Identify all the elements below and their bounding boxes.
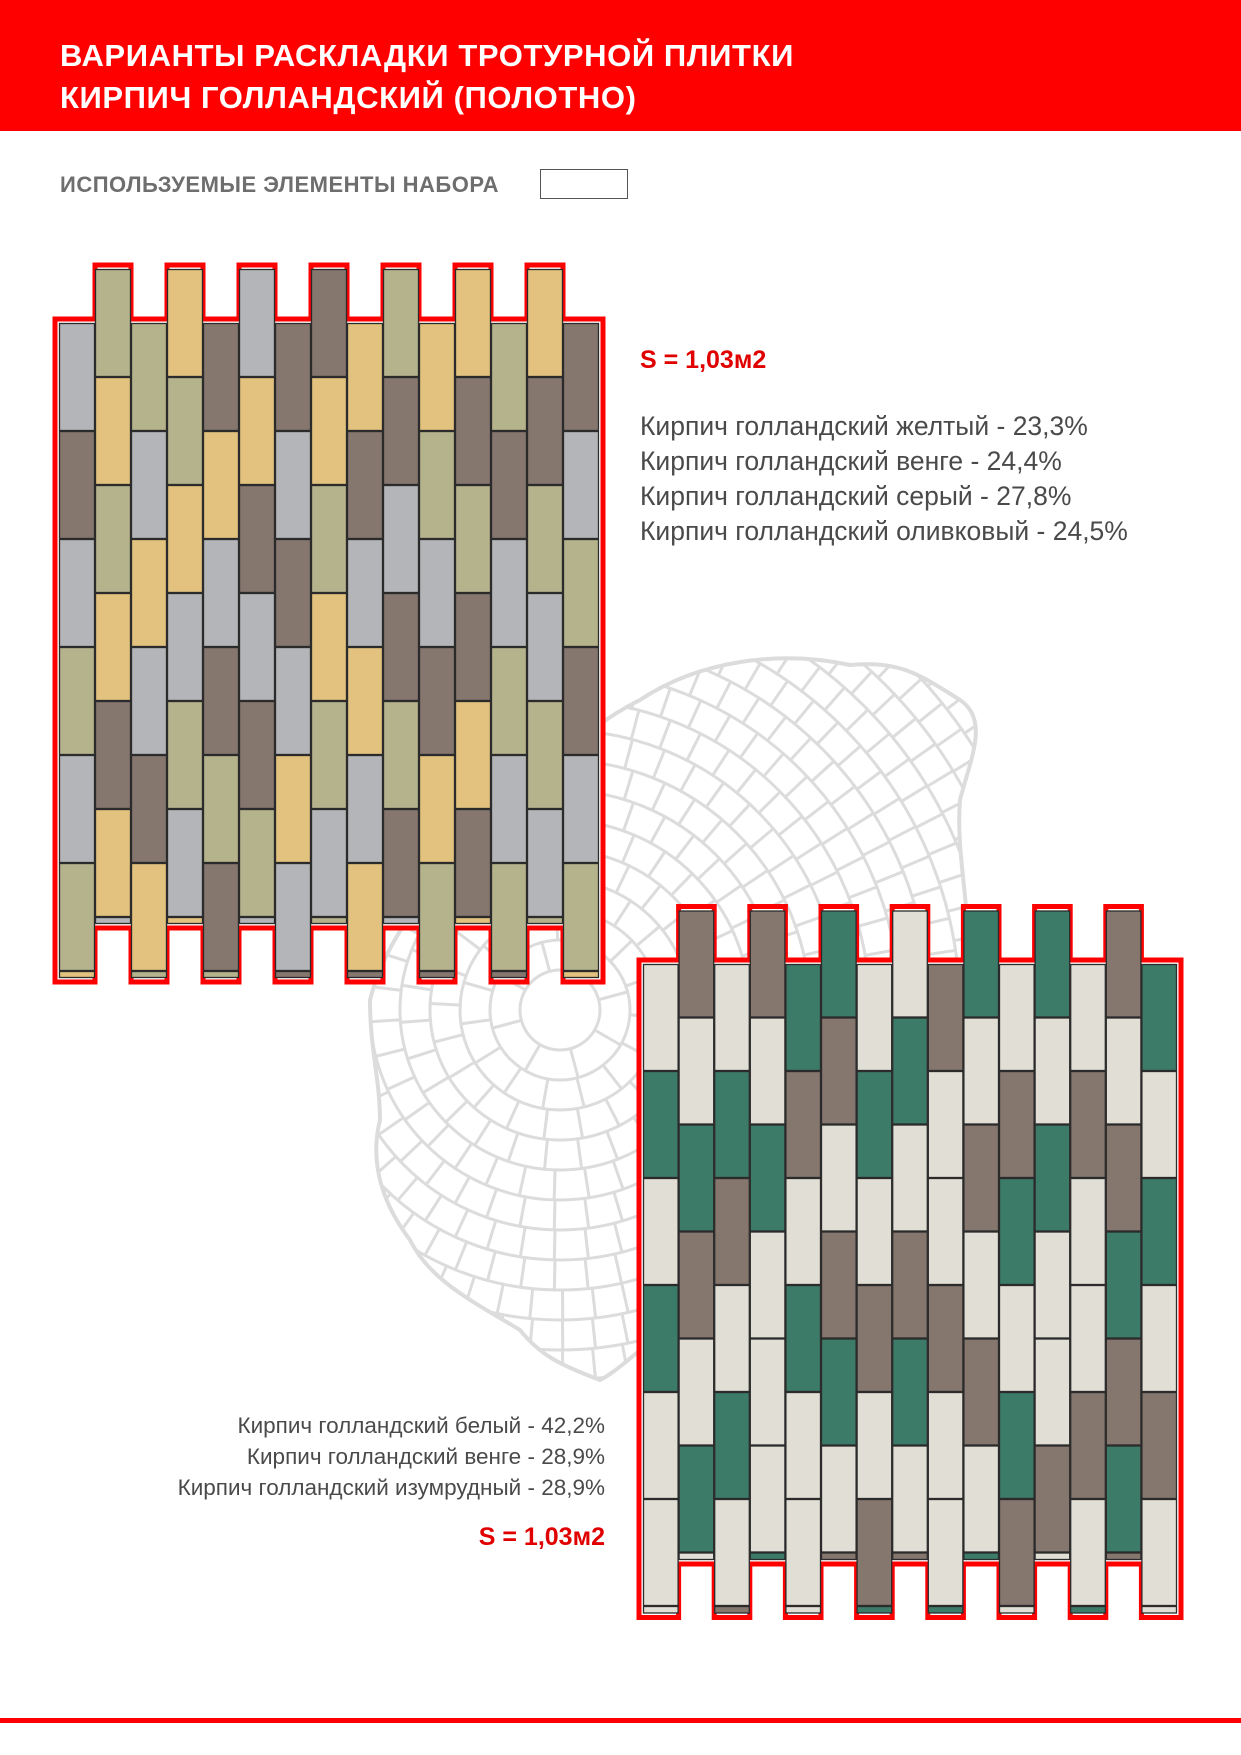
paving-brick [1035, 1125, 1070, 1231]
paving-brick [893, 1553, 928, 1560]
paving-brick [715, 1072, 750, 1178]
legend-item: Кирпич голландский венге - 28,9% [246, 1444, 605, 1469]
paving-brick [750, 1446, 785, 1552]
paving-brick [715, 1500, 750, 1606]
paving-brick [1071, 965, 1106, 1071]
paving-brick [893, 1232, 928, 1338]
paving-brick [1071, 1072, 1106, 1178]
legend-item: Кирпич голландский серый - 27,8% [640, 481, 1072, 511]
paving-brick [928, 1607, 963, 1614]
paving-brick [1035, 1232, 1070, 1338]
paving-brick [750, 1125, 785, 1231]
paving-brick [750, 1339, 785, 1445]
paving-brick [786, 1607, 821, 1614]
paving-brick [1106, 911, 1141, 1017]
paving-brick [644, 1500, 679, 1606]
paving-brick [964, 1446, 999, 1552]
paving-brick [644, 965, 679, 1071]
paving-brick [644, 1286, 679, 1392]
paving-brick [786, 965, 821, 1071]
set-elements-label: ИСПОЛЬЗУЕМЫЕ ЭЛЕМЕНТЫ НАБОРА [60, 172, 499, 197]
paving-brick [1106, 1018, 1141, 1124]
paving-brick [893, 1125, 928, 1231]
legend-item: Кирпич голландский оливковый - 24,5% [640, 516, 1128, 546]
paving-brick [1000, 1179, 1035, 1285]
paving-brick [1035, 1018, 1070, 1124]
legend-item: Кирпич голландский желтый - 23,3% [640, 411, 1088, 441]
paving-brick [893, 911, 928, 1017]
area-label-2: S = 1,03м2 [478, 1523, 605, 1551]
paving-brick [857, 1500, 892, 1606]
footer-line [0, 1718, 1241, 1723]
paving-brick [786, 1179, 821, 1285]
paving-brick [644, 1179, 679, 1285]
paving-brick [928, 1179, 963, 1285]
paving-brick [715, 1286, 750, 1392]
paving-brick [679, 1018, 714, 1124]
paving-brick [928, 1072, 963, 1178]
paving-brick [857, 1286, 892, 1392]
paving-brick [1106, 1446, 1141, 1552]
paving-brick [679, 1446, 714, 1552]
paving-brick [822, 1339, 857, 1445]
paving-brick [928, 1393, 963, 1499]
legend-1 [640, 409, 1128, 549]
paving-brick [786, 1500, 821, 1606]
paving-brick [1142, 965, 1177, 1071]
paving-brick [1142, 1179, 1177, 1285]
paving-brick [679, 911, 714, 1017]
paving-brick [857, 1072, 892, 1178]
paving-brick [964, 1018, 999, 1124]
legend-item: Кирпич голландский венге - 24,4% [640, 446, 1062, 476]
paving-brick [928, 1286, 963, 1392]
paving-brick [822, 1018, 857, 1124]
page-title: ВАРИАНТЫ РАСКЛАДКИ ТРОТУРНОЙ ПЛИТКИ [60, 38, 794, 73]
paving-brick [679, 1232, 714, 1338]
paving-brick [928, 1500, 963, 1606]
paving-brick [1071, 1286, 1106, 1392]
paving-brick [644, 1072, 679, 1178]
paving-brick [786, 1286, 821, 1392]
paving-brick [822, 1446, 857, 1552]
paving-brick [1142, 1393, 1177, 1499]
paving-brick [1000, 965, 1035, 1071]
paving-brick [857, 1607, 892, 1614]
paving-brick [1106, 1232, 1141, 1338]
paving-brick [1035, 1446, 1070, 1552]
paving-brick [893, 1018, 928, 1124]
paving-brick [1000, 1286, 1035, 1392]
paving-brick [644, 1393, 679, 1499]
paving-brick [893, 1446, 928, 1552]
paving-brick [1000, 1607, 1035, 1614]
paving-brick [857, 1179, 892, 1285]
paving-brick [786, 1393, 821, 1499]
paving-brick [644, 1607, 679, 1614]
paving-brick [822, 1125, 857, 1231]
paving-brick [822, 911, 857, 1017]
paving-brick [1035, 1553, 1070, 1560]
paving-brick [1035, 911, 1070, 1017]
legend-item: Кирпич голландский белый - 42,2% [237, 1413, 605, 1438]
paving-brick [964, 1125, 999, 1231]
paving-brick [822, 1553, 857, 1560]
paving-brick [1071, 1393, 1106, 1499]
paving-brick [786, 1072, 821, 1178]
paving-brick [1142, 1607, 1177, 1614]
paving-brick [1106, 1125, 1141, 1231]
paving-brick [750, 1232, 785, 1338]
paving-brick [964, 1339, 999, 1445]
area-label-1: S = 1,03м2 [640, 346, 767, 374]
paving-brick [1142, 1286, 1177, 1392]
paving-brick [1142, 1072, 1177, 1178]
paving-brick [1142, 1500, 1177, 1606]
legend-2 [60, 1410, 605, 1503]
legend-item: Кирпич голландский изумрудный - 28,9% [177, 1475, 605, 1500]
paving-brick [679, 1339, 714, 1445]
paving-brick [964, 1553, 999, 1560]
paving-brick [893, 1339, 928, 1445]
paving-brick [750, 1018, 785, 1124]
paving-brick [1071, 1607, 1106, 1614]
paving-brick [679, 1125, 714, 1231]
page-subtitle: КИРПИЧ ГОЛЛАНДСКИЙ (ПОЛОТНО) [60, 80, 637, 115]
paving-brick [715, 1179, 750, 1285]
paving-brick [715, 1393, 750, 1499]
paving-brick [679, 1553, 714, 1560]
paving-brick [1035, 1339, 1070, 1445]
paving-brick [822, 1232, 857, 1338]
paving-brick [715, 965, 750, 1071]
paving-brick [1000, 1072, 1035, 1178]
paving-brick [1071, 1500, 1106, 1606]
paving-brick [1106, 1339, 1141, 1445]
paving-brick [715, 1607, 750, 1614]
paving-brick [750, 911, 785, 1017]
paving-brick [857, 965, 892, 1071]
paving-brick [750, 1553, 785, 1560]
paving-brick [964, 911, 999, 1017]
paving-brick [1106, 1553, 1141, 1560]
paving-brick [857, 1393, 892, 1499]
paving-brick [1000, 1500, 1035, 1606]
paving-brick [928, 965, 963, 1071]
paving-brick [1000, 1393, 1035, 1499]
paving-brick [964, 1232, 999, 1338]
paving-brick [1071, 1179, 1106, 1285]
